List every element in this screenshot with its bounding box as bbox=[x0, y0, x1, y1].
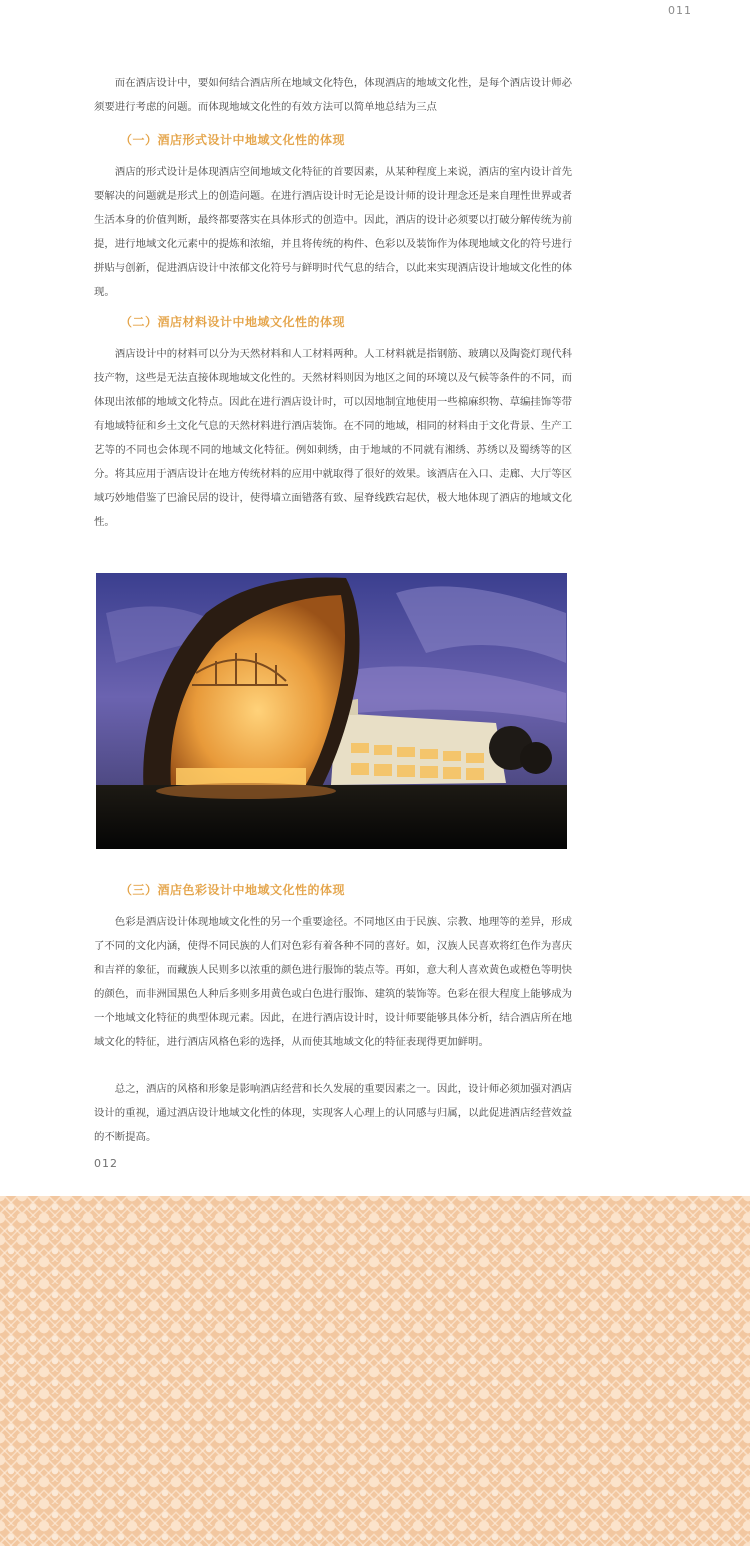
decorative-pattern-background bbox=[0, 1196, 750, 1546]
hotel-photo bbox=[96, 573, 567, 849]
conclusion-paragraph: 总之，酒店的风格和形象是影响酒店经营和长久发展的重要因素之一。因此，设计师必须加强对酒店设计的重视，通过酒店设计地域文化性的体现，实现客人心理上的认同感与归属，以此促进酒店经营效益的不断提高。 bbox=[94, 1083, 572, 1143]
section-2-heading: （二）酒店材料设计中地域文化性的体现 bbox=[120, 315, 346, 329]
section-1-heading: （一）酒店形式设计中地域文化性的体现 bbox=[120, 133, 346, 147]
section-2-body: 酒店设计中的材料可以分为天然材料和人工材料两种。人工材料就是指钢筋、玻璃以及陶瓷灯现代科技产物，这些是无法直接体现地域文化性的。天然材料则因为地区之间的环境以及气候等条件的不同，而体现出浓郁的地域文化特点。因此在进行酒店设计时，可以因地制宜地使用一些棉麻织物、草编挂饰等带有地域特征和乡土文化气息的天然材料进行酒店装饰。在不同的地域，相同的材料由于文化背景、生产工艺等的不同也会体现不同的地域文化特征。例如刺绣，由于地域的不同就有湘绣、苏绣以及蜀绣等的区分。将其应用于酒店设计在地方传统材料的应用中就取得了很好的效果。该酒店在入口、走廊、大厅等区域巧妙地借鉴了巴渝民居的设计，使得墙立面错落有致、屋脊线跌宕起伏，极大地体现了酒店的地域文化性。 bbox=[94, 348, 572, 528]
section-3-body: 色彩是酒店设计体现地域文化性的另一个重要途径。不同地区由于民族、宗教、地理等的差异，形成了不同的文化内涵，使得不同民族的人们对色彩有着各种不同的喜好。如，汉族人民喜欢将红色作为喜庆和吉祥的象征，而藏族人民则多以浓重的颜色进行服饰的装点等。再如，意大利人喜欢黄色或橙色等明快的颜色，而非洲国黑色人种后多则多用黄色或白色进行服饰、建筑的装饰等。色彩在很大程度上能够成为一个地域文化特征的典型体现元素。因此，在进行酒店设计时，设计师要能够具体分析，结合酒店所在地域文化的特征，进行酒店风格色彩的选择，从而使其地域文化的特征表现得更加鲜明。 bbox=[94, 916, 572, 1048]
page-number-bottom: 012 bbox=[94, 1157, 118, 1170]
section-3-heading: （三）酒店色彩设计中地域文化性的体现 bbox=[120, 883, 346, 897]
page-number-top: 011 bbox=[668, 4, 692, 17]
intro-paragraph: 而在酒店设计中，要如何结合酒店所在地域文化特色，体现酒店的地域文化性，是每个酒店设计师必须要进行考虑的问题。而体现地域文化性的有效方法可以简单地总结为三点 bbox=[94, 77, 572, 113]
section-1-body: 酒店的形式设计是体现酒店空间地域文化特征的首要因素，从某种程度上来说，酒店的室内设计首先要解决的问题就是形式上的创造问题。在进行酒店设计时无论是设计师的设计理念还是来自理性世界或者生活本身的价值判断，最终都要落实在具体形式的创造中。因此，酒店的设计必须要以打破分解传统为前提，进行地域文化元素中的提炼和浓缩，并且将传统的构件、色彩以及装饰作为体现地域文化的符号进行拼贴与创新，促进酒店设计中浓郁文化符号与鲜明时代气息的结合，以此来实现酒店设计地域文化性的体现。 bbox=[94, 166, 572, 298]
